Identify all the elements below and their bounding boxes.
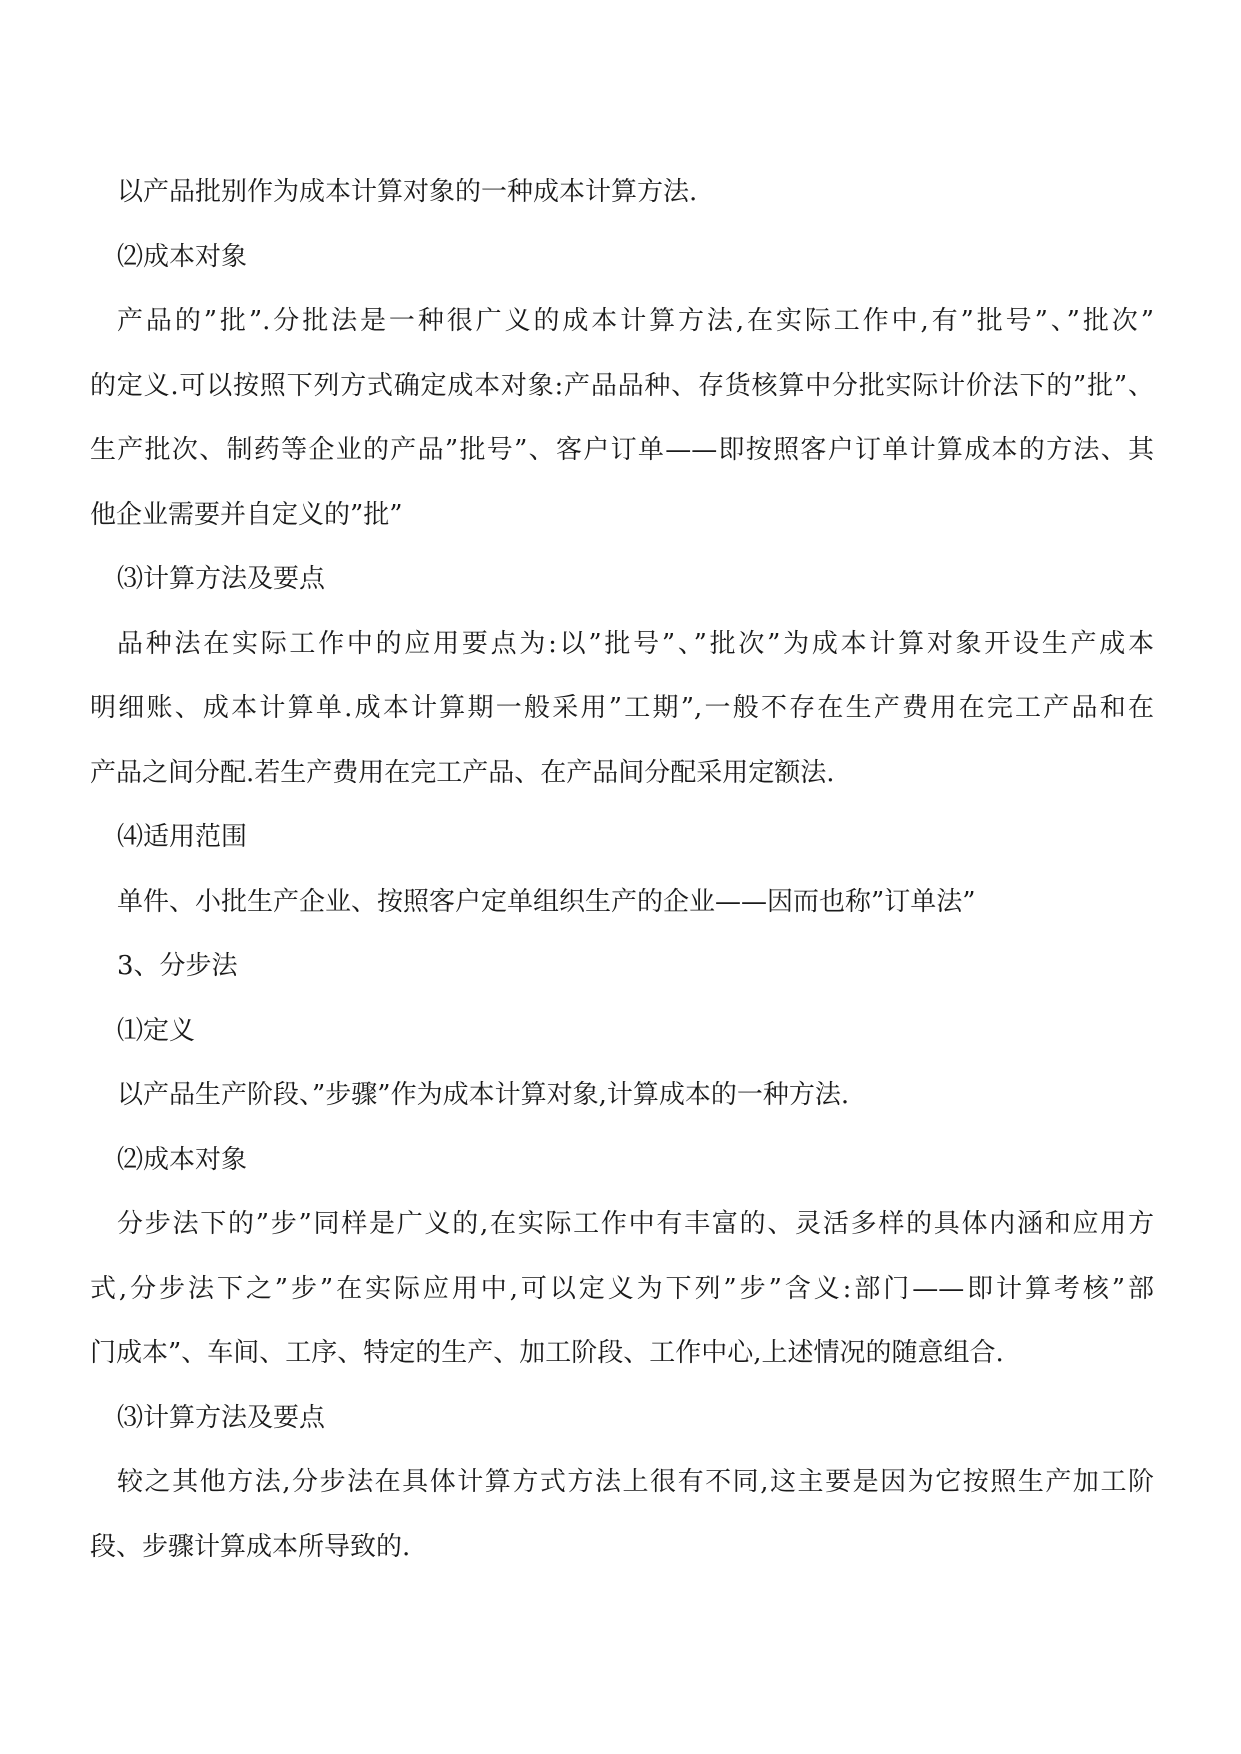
- paragraph-line: 分步法下的”步”同样是广义的,在实际工作中有丰富的、灵活多样的具体内涵和应用方: [117, 1209, 1154, 1239]
- subheading: ⑷适用范围: [117, 822, 248, 852]
- paragraph-line: 段、步骤计算成本所导致的.: [90, 1531, 411, 1562]
- paragraph-line: 明细账、成本计算单.成本计算期一般采用”工期”,一般不存在生产费用在完工产品和在: [90, 693, 1154, 723]
- subheading: ⑵成本对象: [117, 1144, 248, 1175]
- subheading: ⑵成本对象: [117, 241, 248, 272]
- paragraph-line: 产品之间分配.若生产费用在完工产品、在产品间分配采用定额法.: [90, 757, 835, 788]
- paragraph-line: 品种法在实际工作中的应用要点为:以”批号”、”批次”为成本计算对象开设生产成本: [117, 628, 1154, 659]
- section-heading: 3、分步法: [117, 951, 238, 981]
- paragraph-line: 门成本”、车间、工序、特定的生产、加工阶段、工作中心,上述情况的随意组合.: [90, 1338, 1004, 1368]
- subheading: ⑶计算方法及要点: [117, 564, 326, 594]
- paragraph-line: 他企业需要并自定义的”批”: [90, 499, 403, 530]
- subheading: ⑶计算方法及要点: [117, 1402, 326, 1433]
- paragraph-line: 的定义.可以按照下列方式确定成本对象:产品品种、存货核算中分批实际计价法下的”批”、: [90, 370, 1154, 401]
- subheading: ⑴定义: [117, 1015, 196, 1046]
- paragraph-line: 以产品批别作为成本计算对象的一种成本计算方法.: [117, 177, 698, 207]
- paragraph-line: 较之其他方法,分步法在具体计算方式方法上很有不同,这主要是因为它按照生产加工阶: [117, 1467, 1154, 1497]
- paragraph-line: 生产批次、制药等企业的产品”批号”、客户订单——即按照客户订单计算成本的方法、其: [90, 435, 1154, 465]
- paragraph-line: 以产品生产阶段、”步骤”作为成本计算对象,计算成本的一种方法.: [117, 1080, 850, 1110]
- paragraph-line: 产品的”批”.分批法是一种很广义的成本计算方法,在实际工作中,有”批号”、”批次”: [117, 306, 1154, 336]
- paragraph-line: 式,分步法下之”步”在实际应用中,可以定义为下列”步”含义:部门——即计算考核”部: [90, 1273, 1154, 1304]
- document-body: [90, 160, 1154, 1579]
- paragraph-line: 单件、小批生产企业、按照客户定单组织生产的企业——因而也称”订单法”: [117, 886, 976, 917]
